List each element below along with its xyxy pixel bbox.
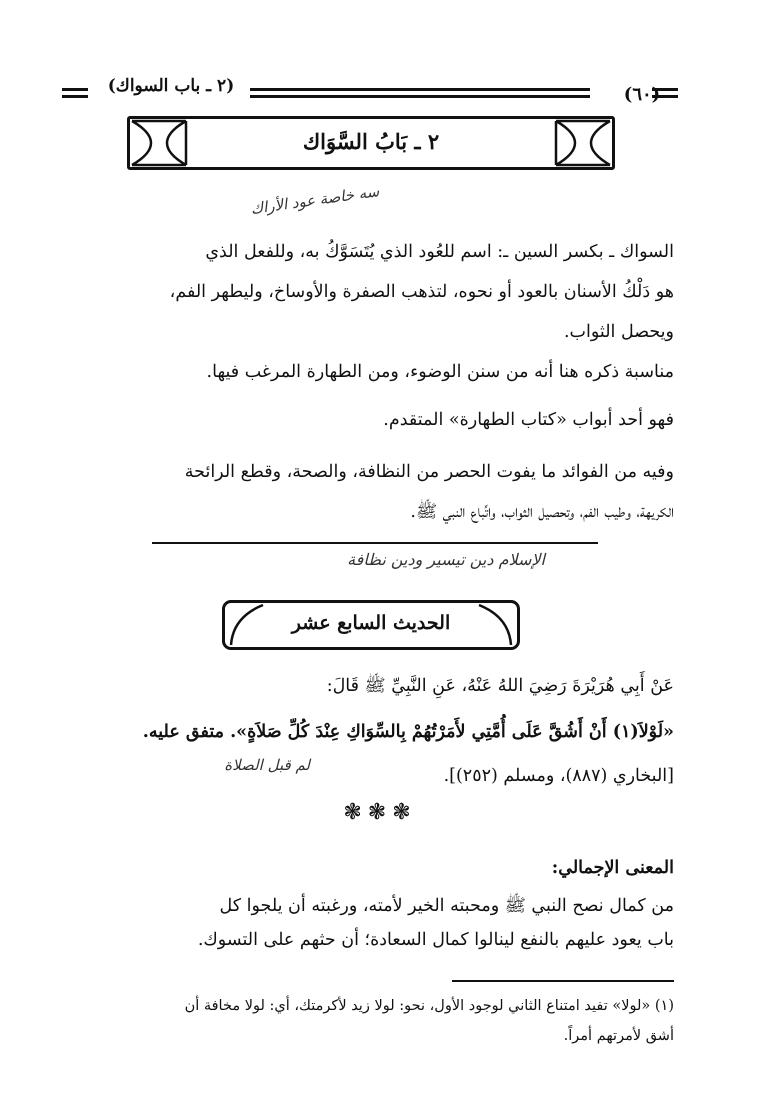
hadith-source: [البخاري (٨٨٧)، ومسلم (٢٥٢)]. bbox=[443, 766, 674, 786]
header-rule-long bbox=[250, 88, 590, 91]
hadith-text: «لَوْلاَ(١) أَنْ أَشُقَّ عَلَى أُمَّتِي لأَمَرْتُهُمْ بِالسِّوَاكِ عِنْدَ كُلِّ صَلاَةٍ». متفق عليه. bbox=[142, 722, 674, 742]
body-paragraph: مناسبة ذكره هنا أنه من سنن الوضوء، ومن الطهارة المرغب فيها. bbox=[206, 362, 674, 382]
body-paragraph-line: السواك ـ بكسر السين ـ: اسم للعُود الذي يُتَسَوَّكُ به، وللفعل الذي bbox=[205, 242, 674, 262]
summary-line: باب يعود عليهم بالنفع لينالوا كمال السعادة؛ أن حثهم على التسوك. bbox=[197, 930, 674, 950]
footnote-line: (١) «لولا» تفيد امتناع الثاني لوجود الأول، نحو: لولا زيد لأكرمتك، أي: لولا مخافة أن bbox=[184, 998, 674, 1014]
header-rule-left-short-2 bbox=[62, 95, 88, 98]
chapter-title-frame bbox=[127, 116, 615, 170]
summary-line: من كمال نصح النبي ﷺ ومحبته الخير لأمته، ورغبته أن يلجوا كل bbox=[219, 896, 674, 916]
running-section-title: (٢ ـ باب السواك) bbox=[107, 76, 235, 96]
page-number: (٦٠ bbox=[623, 84, 652, 105]
body-paragraph-line: الكريهة، وطيب الفم، وتحصيل الثواب، واتِّباع النبي ﷺ. bbox=[410, 502, 674, 522]
body-paragraph: فهو أحد أبواب «كتاب الطهارة» المتقدم. bbox=[383, 410, 674, 430]
body-paragraph-line: وفيه من الفوائد ما يفوت الحصر من النظافة، والصحة، وقطع الرائحة bbox=[184, 462, 674, 482]
summary-heading: المعنى الإجمالي: bbox=[551, 858, 674, 878]
footnote-separator bbox=[452, 980, 674, 982]
handwritten-note-top: سه خاصة عود الأراك bbox=[249, 182, 381, 219]
body-paragraph-line: هو دَلْكُ الأسنان بالعود أو نحوه، لتذهب الصفرة والأوساخ، وليطهر الفم، bbox=[169, 282, 674, 302]
footnote-line: أشق لأمرتهم أمراً. bbox=[563, 1028, 674, 1044]
header-rule-long-2 bbox=[250, 95, 590, 98]
header-rule-right-short-2 bbox=[652, 95, 678, 98]
hadith-title: الحديث السابع عشر bbox=[291, 612, 451, 634]
handwritten-note-after-hadith: لم قبل الصلاة bbox=[224, 756, 310, 774]
ornament-separator: ❃❃❃ bbox=[343, 800, 417, 825]
handwritten-note-middle: الإسلام دين تيسير ودين نظافة bbox=[347, 550, 545, 569]
section-divider bbox=[152, 542, 598, 544]
header-rule-right-short bbox=[652, 88, 678, 91]
hadith-title-frame bbox=[222, 600, 520, 650]
chapter-title: ٢ ـ بَابُ السَّوَاك bbox=[302, 129, 440, 154]
hadith-narrator: عَنْ أَبِي هُرَيْرَةَ رَضِيَ اللهُ عَنْهُ، عَنِ النَّبِيِّ ﷺ قَالَ: bbox=[326, 676, 674, 696]
body-paragraph-line: ويحصل الثواب. bbox=[563, 322, 674, 342]
header-rule-left-short bbox=[62, 88, 88, 91]
